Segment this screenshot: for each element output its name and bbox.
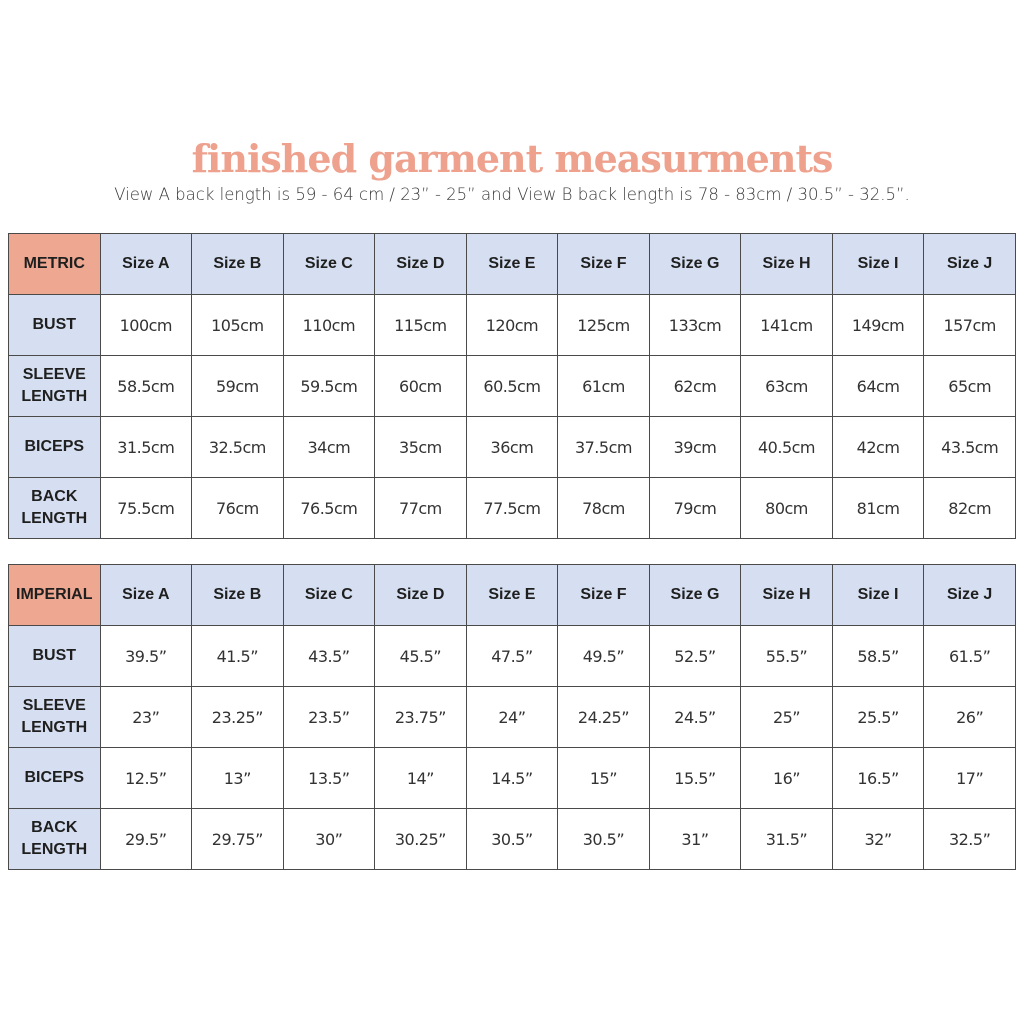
table-cell: 60.5cm xyxy=(466,356,558,417)
table-cell: 16.5” xyxy=(832,748,924,809)
column-header: Size J xyxy=(924,565,1016,626)
table-cell: 17” xyxy=(924,748,1016,809)
row-header-line: BUST xyxy=(32,316,77,333)
table-cell: 13” xyxy=(192,748,284,809)
row-header-line: BICEPS xyxy=(24,438,85,455)
table-cell: 31.5cm xyxy=(100,417,192,478)
table-cell: 80cm xyxy=(741,478,833,539)
table-cell: 25” xyxy=(741,687,833,748)
table-row xyxy=(9,626,1016,687)
row-header xyxy=(9,748,101,809)
table-cell: 61cm xyxy=(558,356,650,417)
table-cell: 23.75” xyxy=(375,687,467,748)
column-header: Size D xyxy=(375,234,467,295)
table-cell: 115cm xyxy=(375,295,467,356)
table-cell: 45.5” xyxy=(375,626,467,687)
table-cell: 157cm xyxy=(924,295,1016,356)
table-row xyxy=(9,417,1016,478)
imperial-table xyxy=(8,564,1016,870)
table-cell: 42cm xyxy=(832,417,924,478)
table-cell: 31” xyxy=(649,809,741,870)
table-cell: 31.5” xyxy=(741,809,833,870)
table-cell: 55.5” xyxy=(741,626,833,687)
table-cell: 77.5cm xyxy=(466,478,558,539)
table-cell: 141cm xyxy=(741,295,833,356)
table-cell: 23” xyxy=(100,687,192,748)
table-cell: 43.5” xyxy=(283,626,375,687)
table-cell: 59.5cm xyxy=(283,356,375,417)
table-cell: 100cm xyxy=(100,295,192,356)
table-row xyxy=(9,478,1016,539)
column-header: Size B xyxy=(192,234,284,295)
table-cell: 32.5cm xyxy=(192,417,284,478)
table-cell: 65cm xyxy=(924,356,1016,417)
column-header: Size I xyxy=(832,565,924,626)
row-header-line: SLEEVE xyxy=(22,697,86,714)
table-row xyxy=(9,809,1016,870)
table-cell: 49.5” xyxy=(558,626,650,687)
row-header xyxy=(9,626,101,687)
table-cell: 52.5” xyxy=(649,626,741,687)
table-cell: 63cm xyxy=(741,356,833,417)
column-header: Size A xyxy=(100,234,192,295)
table-cell: 47.5” xyxy=(466,626,558,687)
table-cell: 30.5” xyxy=(558,809,650,870)
row-header-line: BICEPS xyxy=(24,769,85,786)
table-cell: 23.25” xyxy=(192,687,284,748)
imperial-header-row xyxy=(9,565,1016,626)
table-cell: 78cm xyxy=(558,478,650,539)
table-cell: 77cm xyxy=(375,478,467,539)
table-cell: 36cm xyxy=(466,417,558,478)
table-cell: 24” xyxy=(466,687,558,748)
column-header: Size J xyxy=(924,234,1016,295)
table-cell: 125cm xyxy=(558,295,650,356)
column-header: Size E xyxy=(466,565,558,626)
metric-table xyxy=(8,233,1016,539)
table-cell: 40.5cm xyxy=(741,417,833,478)
table-cell: 30.5” xyxy=(466,809,558,870)
row-header xyxy=(9,809,101,870)
row-header-line: BACK xyxy=(31,819,78,836)
table-cell: 149cm xyxy=(832,295,924,356)
column-header: Size C xyxy=(283,565,375,626)
table-cell: 29.5” xyxy=(100,809,192,870)
table-cell: 23.5” xyxy=(283,687,375,748)
table-cell: 58.5” xyxy=(832,626,924,687)
table-cell: 120cm xyxy=(466,295,558,356)
table-cell: 39cm xyxy=(649,417,741,478)
table-cell: 34cm xyxy=(283,417,375,478)
table-cell: 12.5” xyxy=(100,748,192,809)
column-header: Size B xyxy=(192,565,284,626)
table-cell: 14” xyxy=(375,748,467,809)
row-header xyxy=(9,295,101,356)
metric-corner-label: METRIC xyxy=(9,234,101,295)
table-cell: 39.5” xyxy=(100,626,192,687)
table-cell: 76.5cm xyxy=(283,478,375,539)
table-cell: 105cm xyxy=(192,295,284,356)
table-cell: 62cm xyxy=(649,356,741,417)
table-cell: 32.5” xyxy=(924,809,1016,870)
column-header: Size G xyxy=(649,565,741,626)
table-cell: 24.25” xyxy=(558,687,650,748)
table-cell: 61.5” xyxy=(924,626,1016,687)
page-title: finished garment measurments xyxy=(191,136,833,181)
row-header-line: SLEEVE xyxy=(22,366,86,383)
column-header: Size F xyxy=(558,565,650,626)
column-header: Size A xyxy=(100,565,192,626)
table-cell: 29.75” xyxy=(192,809,284,870)
table-cell: 32” xyxy=(832,809,924,870)
column-header: Size H xyxy=(741,234,833,295)
column-header: Size E xyxy=(466,234,558,295)
table-cell: 43.5cm xyxy=(924,417,1016,478)
table-cell: 60cm xyxy=(375,356,467,417)
row-header xyxy=(9,478,101,539)
table-row xyxy=(9,687,1016,748)
table-cell: 75.5cm xyxy=(100,478,192,539)
table-cell: 79cm xyxy=(649,478,741,539)
table-cell: 81cm xyxy=(832,478,924,539)
table-cell: 24.5” xyxy=(649,687,741,748)
table-cell: 16” xyxy=(741,748,833,809)
column-header: Size I xyxy=(832,234,924,295)
table-cell: 110cm xyxy=(283,295,375,356)
table-cell: 133cm xyxy=(649,295,741,356)
column-header: Size D xyxy=(375,565,467,626)
column-header: Size H xyxy=(741,565,833,626)
table-cell: 58.5cm xyxy=(100,356,192,417)
table-cell: 14.5” xyxy=(466,748,558,809)
row-header xyxy=(9,417,101,478)
imperial-corner-label: IMPERIAL xyxy=(9,565,101,626)
table-cell: 37.5cm xyxy=(558,417,650,478)
column-header: Size G xyxy=(649,234,741,295)
table-cell: 64cm xyxy=(832,356,924,417)
table-row xyxy=(9,356,1016,417)
row-header-line: LENGTH xyxy=(21,719,88,736)
row-header xyxy=(9,687,101,748)
column-header: Size C xyxy=(283,234,375,295)
table-cell: 25.5” xyxy=(832,687,924,748)
table-cell: 30.25” xyxy=(375,809,467,870)
table-cell: 13.5” xyxy=(283,748,375,809)
table-row xyxy=(9,748,1016,809)
table-cell: 82cm xyxy=(924,478,1016,539)
row-header-line: LENGTH xyxy=(21,388,88,405)
column-header: Size F xyxy=(558,234,650,295)
metric-header-row xyxy=(9,234,1016,295)
row-header-line: BACK xyxy=(31,488,78,505)
page-subtitle: View A back length is 59 - 64 cm / 23” - 25” and View B back length is 78 - 83cm / 30.5” - 32.5”. xyxy=(114,185,910,204)
table-cell: 41.5” xyxy=(192,626,284,687)
table-row xyxy=(9,295,1016,356)
row-header xyxy=(9,356,101,417)
table-cell: 26” xyxy=(924,687,1016,748)
table-cell: 15.5” xyxy=(649,748,741,809)
row-header-line: LENGTH xyxy=(21,841,88,858)
table-cell: 30” xyxy=(283,809,375,870)
table-cell: 76cm xyxy=(192,478,284,539)
table-cell: 35cm xyxy=(375,417,467,478)
table-cell: 59cm xyxy=(192,356,284,417)
row-header-line: LENGTH xyxy=(21,510,88,527)
table-cell: 15” xyxy=(558,748,650,809)
row-header-line: BUST xyxy=(32,647,77,664)
